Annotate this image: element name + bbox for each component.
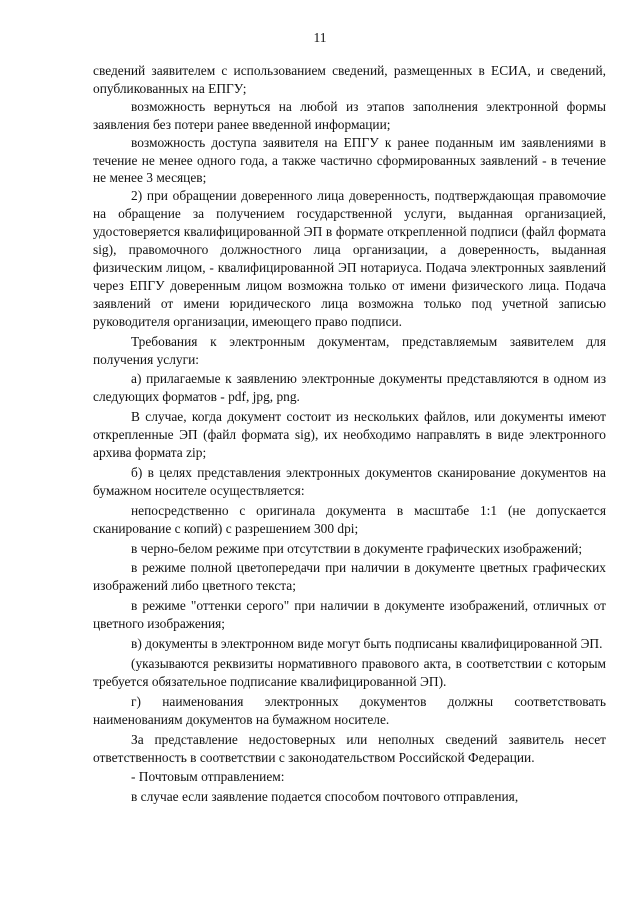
paragraph: - Почтовым отправлением: [131,769,285,785]
paragraph: (указываются реквизиты нормативного правового акта, в соответствии с которым требуется обязательное подписание квалифицированной ЭП). [93,656,606,689]
paragraph: а) прилагаемые к заявлению электронные документы представляются в одном из следующих форматов - pdf, jpg, png. [93,371,606,405]
paragraph: б) в целях представления электронных документов сканирование документов на бумажном носителе осуществляется: [93,464,606,498]
paragraph: 2) при обращении доверенного лица доверенность, подтверждающая правомочие на обращение за получением государственной услуги, выданная организацией, удостоверяется квалифицированной ЭП в формате открепленной подписи (файл формата sig), правомочного должностного лица организации, а доверенность, выданная физическим лицом, - квалифицированной ЭП нотариуса. Подача электронных заявлений через ЕПГУ доверенным лицом возможна только от имени физического лица. Подача заявлений от имени юридического лица возможна только под учетной записью руководителя организации, имеющего право подписи. [93,188,606,329]
paragraph: в режиме полной цветопередачи при наличии в документе цветных графических изображений либо цветного текста; [93,560,606,594]
paragraph: непосредственно с оригинала документа в масштабе 1:1 (не допускается сканирование с копий) с разрешением 300 dpi; [93,502,606,536]
paragraph: в случае если заявление подается способом почтового отправления, [131,789,519,805]
paragraph: г) наименования электронных документов должны соответствовать наименованиям документов на бумажном носителе. [93,693,606,727]
paragraph: в) документы в электронном виде могут быть подписаны квалифицированной ЭП. [131,636,603,652]
paragraph: За представление недостоверных или неполных сведений заявитель несет ответственность в соответствии с законодательством Российской Федерации. [93,731,606,765]
document-body [93,62,606,806]
paragraph: в режиме "оттенки серого" при наличии в документе изображений, отличных от цветного изображения; [93,598,606,632]
paragraph: в черно-белом режиме при отсутствии в документе графических изображений; [131,540,583,556]
paragraph: возможность доступа заявителя на ЕПГУ к ранее поданным им заявлениями в течение не менее одного года, а также частично сформированных заявлений - в течение не менее 3 месяцев; [93,134,606,186]
page-number: 11 [313,30,327,45]
paragraph: возможность вернуться на любой из этапов заполнения электронной формы заявления без потери ранее введенной информации; [93,98,606,132]
paragraph: В случае, когда документ состоит из нескольких файлов, или документы имеют открепленные ЭП (файл формата sig), их необходимо направлять в виде электронного архива формата zip; [93,409,606,461]
paragraph: Требования к электронным документам, представляемым заявителем для получения услуги: [93,333,606,367]
paragraph: сведений заявителем с использованием сведений, размещенных в ЕСИА, и сведений, опубликованных на ЕПГУ; [93,63,606,96]
